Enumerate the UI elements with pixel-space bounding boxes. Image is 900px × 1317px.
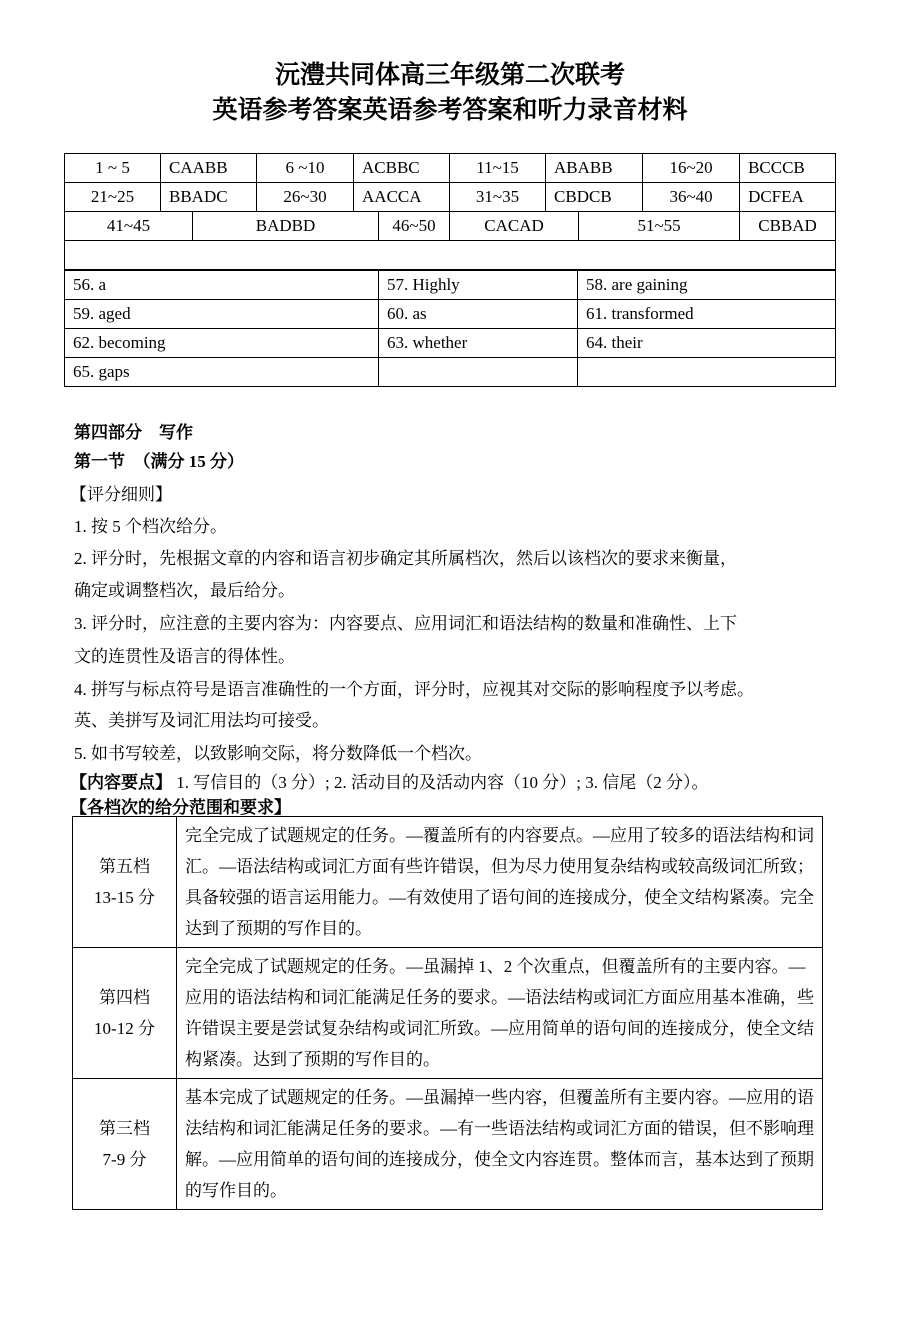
content-points <box>70 768 708 793</box>
range-label: 26~30 <box>257 183 354 212</box>
fill-answer: 59. aged <box>65 300 379 329</box>
rule-line: 4. 拼写与标点符号是语言准确性的一个方面，评分时，应视其对交际的影响程度予以考虑。 <box>74 680 754 699</box>
answer-value: BBADC <box>161 183 257 212</box>
points-text: 1. 写信目的（3 分）; 2. 活动目的及活动内容（10 分）; 3. 信尾（2 分）。 <box>172 773 709 792</box>
answer-table <box>64 153 836 270</box>
fill-answer: 65. gaps <box>65 358 379 387</box>
rule-line: 3. 评分时，应注意的主要内容为：内容要点、应用词汇和语法结构的数量和准确性、上下 <box>74 614 737 633</box>
rule-line: 1. 按 5 个档次给分。 <box>74 517 227 536</box>
range-label: 11~15 <box>450 154 546 183</box>
range-label: 51~55 <box>579 212 740 241</box>
rule-line: 英、美拼写及词汇用法均可接受。 <box>74 711 329 730</box>
grade-level <box>73 948 177 1079</box>
grade-row <box>73 817 823 948</box>
fill-answer: 63. whether <box>379 329 578 358</box>
level-description: 完全完成了试题规定的任务。—虽漏掉 1、2 个次重点，但覆盖所有的主要内容。—应用的语法结构和词汇能满足任务的要求。—语法结构或词汇方面应用基本准确，些许错误主要是尝试复杂结构或词汇所致。—应用简单的语句间的连接成分，使全文结构紧凑。达到了预期的写作目的。 <box>177 948 823 1079</box>
answer-value: DCFEA <box>740 183 836 212</box>
fill-row <box>65 271 836 300</box>
grade-row <box>73 1079 823 1210</box>
level-description: 完全完成了试题规定的任务。—覆盖所有的内容要点。—应用了较多的语法结构和词汇。—语法结构或词汇方面有些许错误，但为尽力使用复杂结构或较高级词汇所致；具备较强的语言运用能力。—有效使用了语句间的连接成分，使全文结构紧凑。完全达到了预期的写作目的。 <box>177 817 823 948</box>
section-heading: 第一节 （满分 15 分） <box>74 452 244 471</box>
fill-answer: 62. becoming <box>65 329 379 358</box>
rules-heading: 【评分细则】 <box>70 485 172 504</box>
grading-table <box>72 816 823 1210</box>
blank-row <box>65 241 836 270</box>
level-name: 第五档 <box>99 857 150 876</box>
level-description: 基本完成了试题规定的任务。—虽漏掉一些内容，但覆盖所有主要内容。—应用的语法结构和词汇能满足任务的要求。—有一些语法结构或词汇方面的错误，但不影响理解。—应用简单的语句间的连接成分，使全文内容连贯。整体而言，基本达到了预期的写作目的。 <box>177 1079 823 1210</box>
fill-answer-table <box>64 270 836 387</box>
range-label: 21~25 <box>65 183 161 212</box>
level-range: 7-9 分 <box>102 1150 147 1169</box>
points-heading: 【内容要点】 <box>70 773 172 792</box>
fill-answer: 60. as <box>379 300 578 329</box>
answer-value: AACCA <box>354 183 450 212</box>
part-heading: 第四部分 写作 <box>74 423 193 442</box>
range-label: 41~45 <box>65 212 193 241</box>
answer-value: CBDCB <box>546 183 643 212</box>
range-label: 46~50 <box>379 212 450 241</box>
fill-answer: 56. a <box>65 271 379 300</box>
fill-answer: 57. Highly <box>379 271 578 300</box>
range-label: 6 ~10 <box>257 154 354 183</box>
title-line-1: 沅澧共同体高三年级第二次联考 <box>274 62 625 89</box>
answer-value: CBBAD <box>740 212 836 241</box>
level-range: 13-15 分 <box>94 888 155 907</box>
fill-answer: 64. their <box>578 329 836 358</box>
fill-answer: 61. transformed <box>578 300 836 329</box>
answer-value: BCCCB <box>740 154 836 183</box>
range-label: 1 ~ 5 <box>65 154 161 183</box>
fill-row <box>65 329 836 358</box>
fill-row <box>65 300 836 329</box>
answer-value: BADBD <box>193 212 379 241</box>
range-label: 16~20 <box>643 154 740 183</box>
fill-answer <box>578 358 836 387</box>
fill-answer <box>379 358 578 387</box>
fill-row <box>65 358 836 387</box>
answer-value: ACBBC <box>354 154 450 183</box>
title-line-2: 英语参考答案英语参考答案和听力录音材料 <box>212 97 688 124</box>
level-range: 10-12 分 <box>94 1019 155 1038</box>
answer-value: ABABB <box>546 154 643 183</box>
range-label: 31~35 <box>450 183 546 212</box>
fill-answer: 58. are gaining <box>578 271 836 300</box>
grade-level <box>73 1079 177 1210</box>
range-label: 36~40 <box>643 183 740 212</box>
grade-level <box>73 817 177 948</box>
rule-line: 5. 如书写较差，以致影响交际，将分数降低一个档次。 <box>74 744 482 763</box>
answer-row <box>65 154 836 183</box>
answer-value: CACAD <box>450 212 579 241</box>
grade-row <box>73 948 823 1079</box>
level-name: 第三档 <box>99 1119 150 1138</box>
rule-line: 确定或调整档次，最后给分。 <box>74 581 295 600</box>
answer-row <box>65 212 836 241</box>
level-name: 第四档 <box>99 988 150 1007</box>
rule-line: 文的连贯性及语言的得体性。 <box>74 647 295 666</box>
answer-value: CAABB <box>161 154 257 183</box>
levels-heading: 【各档次的给分范围和要求】 <box>70 798 291 817</box>
answer-row <box>65 183 836 212</box>
rule-line: 2. 评分时，先根据文章的内容和语言初步确定其所属档次，然后以该档次的要求来衡量， <box>74 549 737 568</box>
